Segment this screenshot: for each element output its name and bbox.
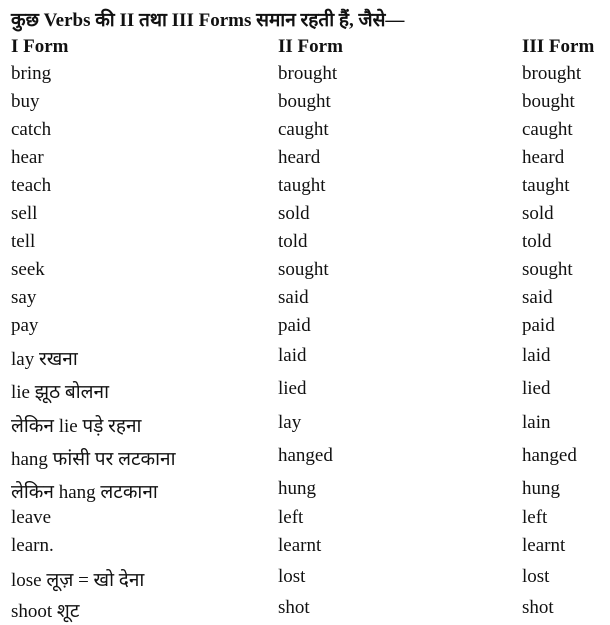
ii-form-cell: brought [278, 63, 338, 84]
table-row [0, 478, 610, 506]
column-header-ii-form: II Form [278, 36, 343, 57]
table-row [0, 535, 610, 563]
column-header-i-form: I Form [11, 36, 69, 57]
iii-form-cell: lain [522, 412, 551, 433]
iii-form-cell: told [522, 231, 552, 252]
ii-form-cell: heard [278, 147, 321, 168]
table-row [0, 445, 610, 473]
table-row [0, 345, 610, 373]
i-form-cell: sell [11, 203, 38, 224]
i-form-cell: lie झूठ बोलना [11, 382, 110, 403]
ii-form-cell: said [278, 287, 309, 308]
table-row [0, 597, 610, 625]
table-row [0, 147, 610, 175]
iii-form-cell: caught [522, 119, 573, 140]
i-form-cell: buy [11, 91, 40, 112]
table-row [0, 231, 610, 259]
i-form-cell: teach [11, 175, 52, 196]
ii-form-cell: sold [278, 203, 310, 224]
iii-form-cell: sought [522, 259, 573, 280]
ii-form-cell: bought [278, 91, 331, 112]
iii-form-cell: lost [522, 566, 550, 587]
ii-form-cell: hung [278, 478, 316, 499]
i-form-cell: लेकिन hang लटकाना [11, 482, 158, 503]
iii-form-cell: laid [522, 345, 551, 366]
iii-form-cell: said [522, 287, 553, 308]
table-row [0, 566, 610, 594]
ii-form-cell: hanged [278, 445, 333, 466]
i-form-cell: seek [11, 259, 45, 280]
i-form-cell: say [11, 287, 37, 308]
iii-form-cell: bought [522, 91, 575, 112]
ii-form-cell: lied [278, 378, 307, 399]
iii-form-cell: paid [522, 315, 555, 336]
iii-form-cell: hung [522, 478, 560, 499]
table-row [0, 91, 610, 119]
ii-form-cell: laid [278, 345, 307, 366]
iii-form-cell: learnt [522, 535, 566, 556]
ii-form-cell: caught [278, 119, 329, 140]
table-row [0, 287, 610, 315]
i-form-cell: लेकिन lie पड़े रहना [11, 416, 142, 437]
iii-form-cell: shot [522, 597, 554, 618]
table-row [0, 119, 610, 147]
i-form-cell: shoot शूट [11, 601, 80, 622]
table-row [0, 412, 610, 440]
ii-form-cell: told [278, 231, 308, 252]
i-form-cell: lose लूज़ = खो देना [11, 570, 145, 591]
column-header-iii-form: III Form [522, 36, 595, 57]
iii-form-cell: taught [522, 175, 570, 196]
iii-form-cell: left [522, 507, 548, 528]
table-row [0, 378, 610, 406]
iii-form-cell: sold [522, 203, 554, 224]
i-form-cell: catch [11, 119, 52, 140]
iii-form-cell: heard [522, 147, 565, 168]
i-form-cell: lay रखना [11, 349, 78, 370]
ii-form-cell: taught [278, 175, 326, 196]
i-form-cell: hang फांसी पर लटकाना [11, 449, 176, 470]
ii-form-cell: sought [278, 259, 329, 280]
table-row [0, 315, 610, 343]
table-row [0, 63, 610, 91]
i-form-cell: bring [11, 63, 52, 84]
i-form-cell: leave [11, 507, 52, 528]
iii-form-cell: hanged [522, 445, 577, 466]
page-title: कुछ Verbs की II तथा III Forms समान रहती हैं, जैसे— [11, 10, 405, 31]
ii-form-cell: learnt [278, 535, 322, 556]
ii-form-cell: paid [278, 315, 311, 336]
table-row [0, 203, 610, 231]
i-form-cell: tell [11, 231, 36, 252]
table-row [0, 175, 610, 203]
i-form-cell: learn. [11, 535, 54, 556]
ii-form-cell: left [278, 507, 304, 528]
table-row [0, 507, 610, 535]
i-form-cell: pay [11, 315, 39, 336]
ii-form-cell: lost [278, 566, 306, 587]
i-form-cell: hear [11, 147, 44, 168]
ii-form-cell: shot [278, 597, 310, 618]
iii-form-cell: brought [522, 63, 582, 84]
table-row [0, 259, 610, 287]
ii-form-cell: lay [278, 412, 302, 433]
iii-form-cell: lied [522, 378, 551, 399]
